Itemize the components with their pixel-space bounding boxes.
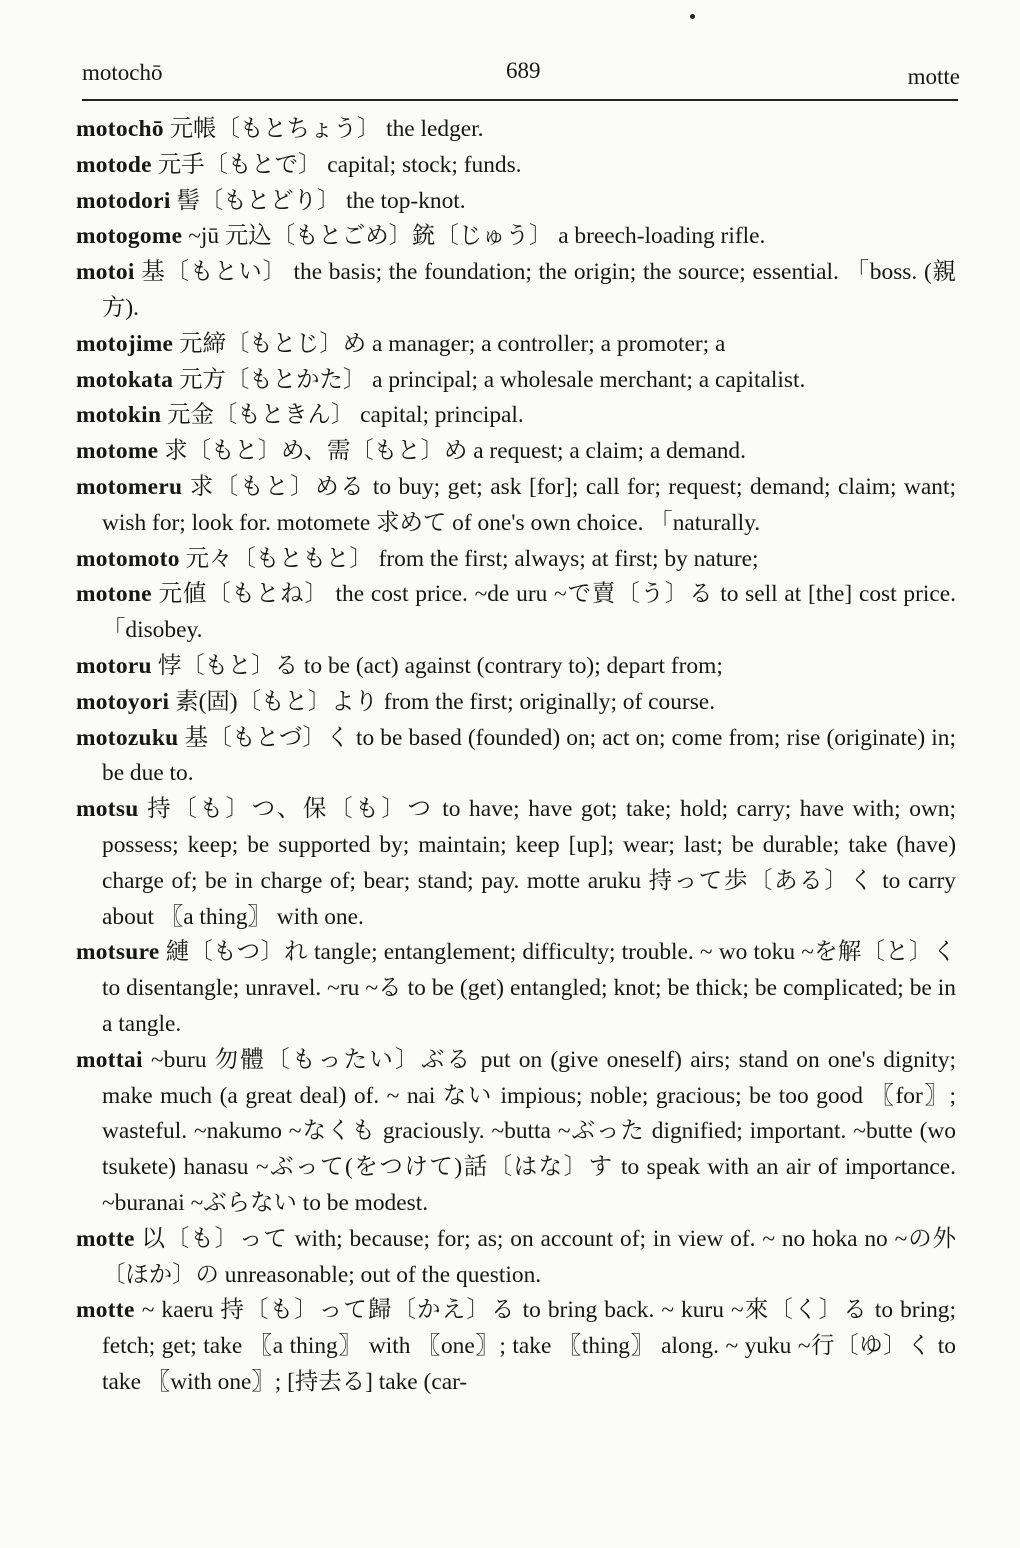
entry-definition: 元手〔もとで〕 capital; stock; funds. <box>157 151 522 178</box>
entry-headword: motoi <box>76 259 135 286</box>
entry-headword: motomeru <box>76 473 183 500</box>
header-rule <box>82 99 958 101</box>
entry-definition: 悖〔もと〕る to be (act) against (contrary to); depart from; <box>157 652 723 679</box>
entry-headword: motome <box>76 438 159 465</box>
dictionary-entry <box>76 577 956 649</box>
entry-headword: motozuku <box>76 724 179 751</box>
entry-headword: motogome <box>76 223 183 250</box>
entry-definition: 元々〔もともと〕 from the first; always; at first; by nature; <box>185 545 759 572</box>
dictionary-entry <box>76 792 956 935</box>
entry-definition: 持〔も〕つ、保〔も〕つ to have; have got; take; hold; carry; have with; own; possess; keep; be supported by; maintain; keep [up]; wear; last; be durable; take (have) charge of; be in charge of; bear; stand; pay. motte aruku 持って歩〔ある〕く to carry about 〖a thing〗 with one. <box>102 796 956 930</box>
entry-definition: 元締〔もとじ〕め a manager; a controller; a promoter; a <box>179 330 726 357</box>
dictionary-entry <box>76 1043 956 1222</box>
dictionary-entry <box>76 219 956 255</box>
dictionary-entry <box>76 542 956 578</box>
entry-headword: motomoto <box>76 545 180 572</box>
dictionary-entry <box>76 1293 956 1400</box>
entry-headword: motte <box>76 1297 135 1324</box>
entry-headword: motte <box>76 1225 135 1252</box>
dictionary-entry <box>76 935 956 1042</box>
entry-definition: 元方〔もとかた〕 a principal; a wholesale merchant; a capitalist. <box>179 366 806 393</box>
dictionary-entry <box>76 255 956 327</box>
dictionary-entry <box>76 434 956 470</box>
entry-definition: ~jū 元込〔もとごめ〕銃〔じゅう〕 a breech-loading rifle. <box>188 223 766 250</box>
dictionary-entry <box>76 327 956 363</box>
page-header <box>82 60 960 94</box>
entry-headword: motokin <box>76 402 162 429</box>
page-number: 689 <box>506 58 541 83</box>
dictionary-entry <box>76 721 956 793</box>
entry-definition: 素(固)〔もと〕より from the first; originally; of course. <box>175 688 716 715</box>
entry-headword: motodori <box>76 187 171 214</box>
dictionary-entry <box>76 112 956 148</box>
header-right-guide-word: motte <box>907 64 960 89</box>
dictionary-entry <box>76 184 956 220</box>
entry-definition: 元値〔もとね〕 the cost price. ~de uru ~で賣〔う〕る to sell at [the] cost price. 「disobey. <box>102 581 956 644</box>
entry-definition: 元金〔もときん〕 capital; principal. <box>167 402 524 429</box>
entry-definition: 髻〔もとどり〕 the top-knot. <box>176 187 466 214</box>
dictionary-entry <box>76 1222 956 1294</box>
dictionary-entry <box>76 470 956 542</box>
dictionary-entry <box>76 649 956 685</box>
dictionary-body <box>76 112 956 1401</box>
entry-headword: mottai <box>76 1046 143 1073</box>
entry-headword: motsure <box>76 939 160 966</box>
entry-headword: motojime <box>76 330 174 357</box>
entry-headword: motone <box>76 581 152 608</box>
entry-definition: 以〔も〕って with; because; for; as; on account of; in view of. ~ no hoka no ~の外〔ほか〕の unreasonable; out of the question. <box>102 1225 956 1288</box>
entry-definition: 元帳〔もとちょう〕 the ledger. <box>169 116 484 142</box>
entry-definition: 求〔もと〕め、需〔もと〕め a request; a claim; a demand. <box>164 438 746 465</box>
dictionary-entry <box>76 685 956 721</box>
entry-headword: motsu <box>76 796 139 823</box>
entry-definition: 縺〔もつ〕れ tangle; entanglement; difficulty; trouble. ~ wo toku ~を解〔と〕く to disentangle; unravel. ~ru ~る to be (get) entangled; knot; be thick; be complicated; be in a tangle. <box>102 939 956 1037</box>
entry-headword: motoyori <box>76 688 170 715</box>
entry-definition: 基〔もとい〕 the basis; the foundation; the origin; the source; essential. 「boss. (親方). <box>102 259 956 321</box>
entry-headword: motochō <box>76 116 164 142</box>
entry-definition: 求〔もと〕める to buy; get; ask [for]; call for; request; demand; claim; want; wish for; look for. motomete 求めて of one's own choice. 「naturally. <box>102 473 956 536</box>
entry-headword: motode <box>76 151 152 178</box>
entry-definition: ~buru 勿體〔もったい〕ぶる put on (give oneself) airs; stand on one's dignity; make much (a great deal) of. ~ nai ない impious; noble; gracious; be too good 〖for〗; wasteful. ~nakumo ~なくも graciously. ~butta ~ぶった dignified; important. ~butte (wo tsukete) hanasu ~ぶって(をつけて)話〔はな〕す to speak with an air of importance. ~buranai ~ぶらない to be modest. <box>102 1046 956 1216</box>
dictionary-entry <box>76 363 956 399</box>
entry-headword: motokata <box>76 366 174 393</box>
entry-definition: 基〔もとづ〕く to be based (founded) on; act on; come from; rise (originate) in; be due to. <box>102 724 956 787</box>
dictionary-entry <box>76 398 956 434</box>
header-left-guide-word: motochō <box>82 60 163 85</box>
dictionary-entry <box>76 148 956 184</box>
entry-definition: ~ kaeru 持〔も〕って歸〔かえ〕る to bring back. ~ kuru ~來〔く〕る to bring; fetch; get; take 〖a thing〗 with 〖one〗; take 〖thing〗 along. ~ yuku ~行〔ゆ〕く to take 〖with one〗; [持去る] take (car- <box>102 1297 956 1395</box>
printed-speck <box>690 14 695 19</box>
entry-headword: motoru <box>76 652 152 679</box>
